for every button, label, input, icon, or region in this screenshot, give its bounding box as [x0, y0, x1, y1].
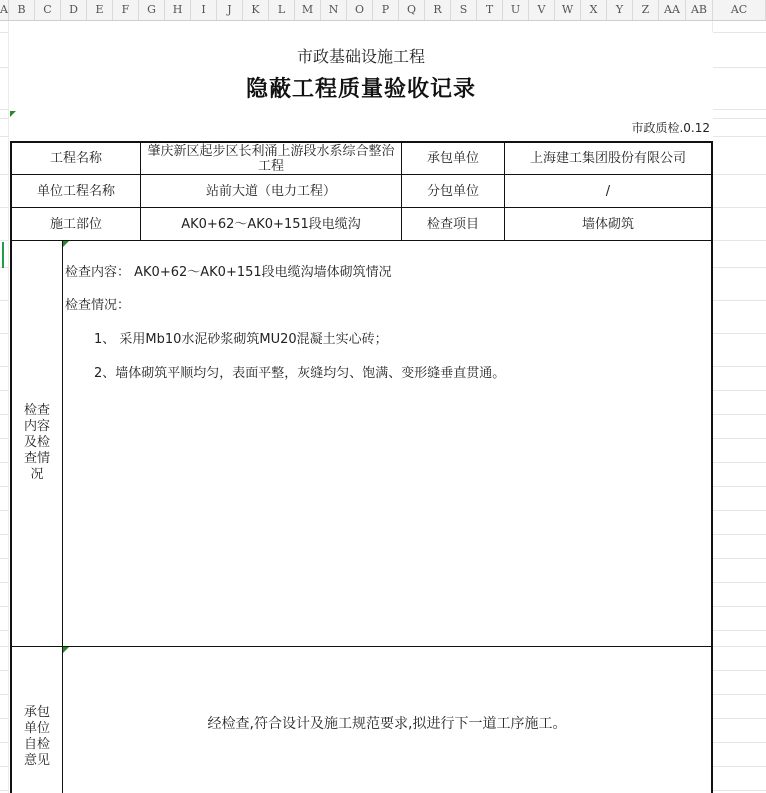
col-header-v[interactable]: V [529, 0, 555, 20]
self-check-side-label [12, 705, 62, 769]
col-header-h[interactable]: H [165, 0, 191, 20]
col-header-l[interactable]: L [269, 0, 295, 20]
comment-indicator-icon [10, 111, 16, 117]
col-header-i[interactable]: I [191, 0, 217, 20]
col-header-b[interactable]: B [9, 0, 35, 20]
col-header-t[interactable]: T [477, 0, 503, 20]
col-header-x[interactable]: X [581, 0, 607, 20]
inspection-item-1[interactable]: 1、 采用Mb10水泥砂浆砌筑MU20混凝土实心砖； [94, 332, 388, 347]
subcontractor-value[interactable]: / [605, 183, 611, 199]
unit-project-value[interactable]: 站前大道（电力工程） [205, 183, 336, 199]
col-header-j[interactable]: J [217, 0, 243, 20]
comment-indicator-icon [63, 241, 69, 247]
self-check-side-label-text: 承包单位自检意见 [23, 705, 50, 768]
col-header-m[interactable]: M [295, 0, 321, 20]
project-name-value[interactable]: 肇庆新区起步区长利涌上游段水系综合整治工程 [147, 143, 395, 174]
col-header-o[interactable]: O [347, 0, 373, 20]
subcontractor-label: 分包单位 [426, 183, 479, 199]
col-header-g[interactable]: G [139, 0, 165, 20]
contractor-value[interactable]: 上海建工集团股份有限公司 [529, 151, 686, 166]
unit-project-label: 单位工程名称 [36, 183, 115, 199]
col-header-f[interactable]: F [113, 0, 139, 20]
contractor-label: 承包单位 [426, 151, 479, 166]
col-header-n[interactable]: N [321, 0, 347, 20]
col-header-e[interactable]: E [87, 0, 113, 20]
col-header-ab[interactable]: AB [686, 0, 713, 20]
col-header-d[interactable]: D [61, 0, 87, 20]
col-header-p[interactable]: P [373, 0, 399, 20]
inspection-item-label: 检查项目 [426, 216, 479, 232]
col-header-y[interactable]: Y [607, 0, 633, 20]
comment-indicator-icon [63, 647, 69, 653]
col-header-aa[interactable]: AA [659, 0, 686, 20]
col-header-r[interactable]: R [425, 0, 451, 20]
col-header-u[interactable]: U [503, 0, 529, 20]
col-header-ac[interactable]: AC [713, 0, 766, 20]
construction-part-value[interactable]: AK0+62～AK0+151段电缆沟 [181, 216, 361, 232]
inspection-form-table [10, 141, 713, 793]
form-title: 隐蔽工程质量验收记录 [245, 77, 476, 102]
project-name-label: 工程名称 [49, 151, 102, 166]
col-header-z[interactable]: Z [633, 0, 659, 20]
col-header-q[interactable]: Q [399, 0, 425, 20]
inspection-status-heading[interactable]: 检查情况： [65, 298, 131, 313]
inspection-side-label [12, 403, 62, 483]
col-header-a[interactable]: A [0, 0, 9, 20]
construction-part-label: 施工部位 [49, 216, 102, 232]
document-number: 市政质检.0.12 [631, 121, 710, 135]
column-header-bar [0, 0, 766, 21]
form-subtitle: 市政基础设施工程 [296, 47, 425, 66]
inspection-item-2[interactable]: 2、墙体砌筑平顺均匀，表面平整，灰缝均匀、饱满、变形缝垂直贯通。 [94, 366, 506, 381]
inspection-content-line[interactable]: 检查内容： AK0+62～AK0+151段电缆沟墙体砌筑情况 [65, 265, 392, 280]
self-check-opinion[interactable]: 经检查,符合设计及施工规范要求,拟进行下一道工序施工。 [207, 716, 567, 732]
col-header-s[interactable]: S [451, 0, 477, 20]
col-header-c[interactable]: C [35, 0, 61, 20]
row-selection-marker [2, 242, 4, 268]
inspection-item-value[interactable]: 墙体砌筑 [581, 216, 634, 232]
col-header-w[interactable]: W [555, 0, 581, 20]
inspection-side-label-text: 检查内容及检查情况 [23, 403, 50, 482]
col-header-k[interactable]: K [243, 0, 269, 20]
